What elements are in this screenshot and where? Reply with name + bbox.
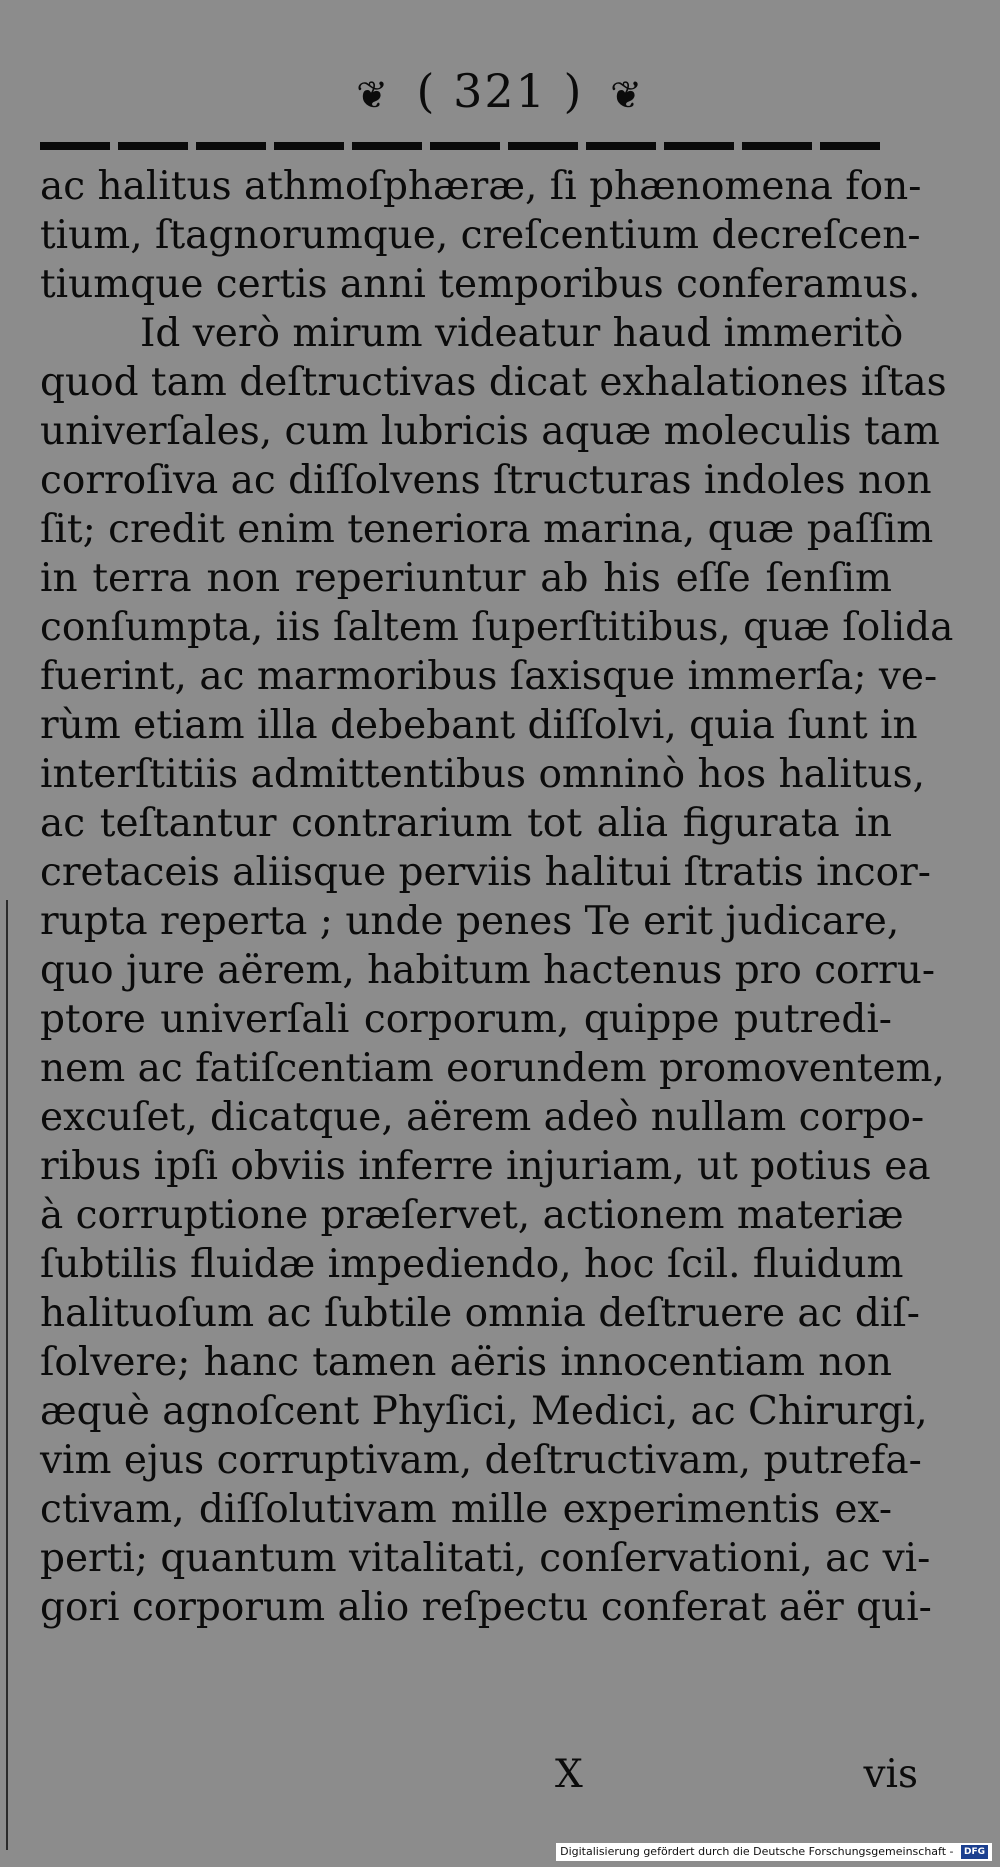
text-line: ac teſtantur contrarium tot alia figurata in <box>40 801 892 846</box>
text-line: fuerint, ac marmoribus ſaxisque immerſa; ve- <box>40 654 938 699</box>
text-line: ac halitus athmoſphæræ, ſi phænomena fon- <box>40 164 922 209</box>
text-line: ſolvere; hanc tamen aëris innocentiam non <box>40 1340 892 1385</box>
catchword: vis <box>863 1752 918 1797</box>
digitization-footer <box>556 1843 992 1861</box>
text-line: rupta reperta ; unde penes Te erit judicare, <box>40 899 900 944</box>
text-line: ſubtilis fluidæ impediendo, hoc ſcil. fluidum <box>40 1242 904 1287</box>
dfg-logo-icon: DFG <box>961 1845 988 1859</box>
text-line: halituoſum ac ſubtile omnia deſtruere ac diſ- <box>40 1291 920 1336</box>
text-line: quo jure aërem, habitum hactenus pro corru- <box>40 948 936 993</box>
text-line: univerſales, cum lubricis aquæ moleculis tam <box>40 409 940 454</box>
text-line: corroſiva ac diſſolvens ſtructuras indoles non <box>40 458 932 503</box>
text-line: quod tam deſtructivas dicat exhalationes iſtas <box>40 360 947 405</box>
text-line: ſit; credit enim teneriora marina, quæ paſſim <box>40 507 934 552</box>
text-line: rùm etiam illa debebant diſſolvi, quia ſunt in <box>40 703 918 748</box>
text-line: tium, ſtagnorumque, creſcentium decreſcen- <box>40 213 921 258</box>
text-line: ribus ipſi obviis inferre injuriam, ut potius ea <box>40 1144 931 1189</box>
text-line: æquè agnoſcent Phyſici, Medici, ac Chirurgi, <box>40 1389 928 1434</box>
footer-text: Digitalisierung gefördert durch die Deutsche Forschungsgemeinschaft - <box>560 1845 954 1858</box>
text-line: nem ac fatiſcentiam eorundem promoventem, <box>40 1046 945 1091</box>
text-line: tiumque certis anni temporibus conferamus. <box>40 262 921 307</box>
text-line: vim ejus corruptivam, deſtructivam, putrefa- <box>40 1438 922 1483</box>
text-line: cretaceis aliisque perviis halitui ſtratis incor- <box>40 850 931 895</box>
signature-mark: X <box>555 1752 583 1797</box>
text-line: in terra non reperiuntur ab his eſſe ſenſim <box>40 556 892 601</box>
catch-line <box>0 1752 1000 1802</box>
text-line: excuſet, dicatque, aërem adeò nullam corpo- <box>40 1095 925 1140</box>
text-line: Id verò mirum videatur haud immeritò <box>140 311 904 356</box>
text-line: conſumpta, iis ſaltem ſuperſtitibus, quæ ſolida <box>40 605 954 650</box>
text-line: ptore univerſali corporum, quippe putredi- <box>40 997 892 1042</box>
page-header <box>0 64 1000 118</box>
text-line: ctivam, diſſolutivam mille experimentis ex- <box>40 1487 892 1532</box>
right-ornament-icon: ❦ <box>610 73 644 117</box>
text-line: perti; quantum vitalitati, conſervationi, ac vi- <box>40 1536 931 1581</box>
header-rule <box>40 142 880 150</box>
text-line: gori corporum alio reſpectu conferat aër qui- <box>40 1585 932 1630</box>
margin-line <box>6 900 8 1850</box>
page-number: ( 321 ) <box>416 64 584 118</box>
body-text <box>40 162 954 1632</box>
text-line: interſtitiis admittentibus omninò hos halitus, <box>40 752 926 797</box>
text-line: à corruptione præſervet, actionem materiæ <box>40 1193 904 1238</box>
left-ornament-icon: ❦ <box>356 73 390 117</box>
